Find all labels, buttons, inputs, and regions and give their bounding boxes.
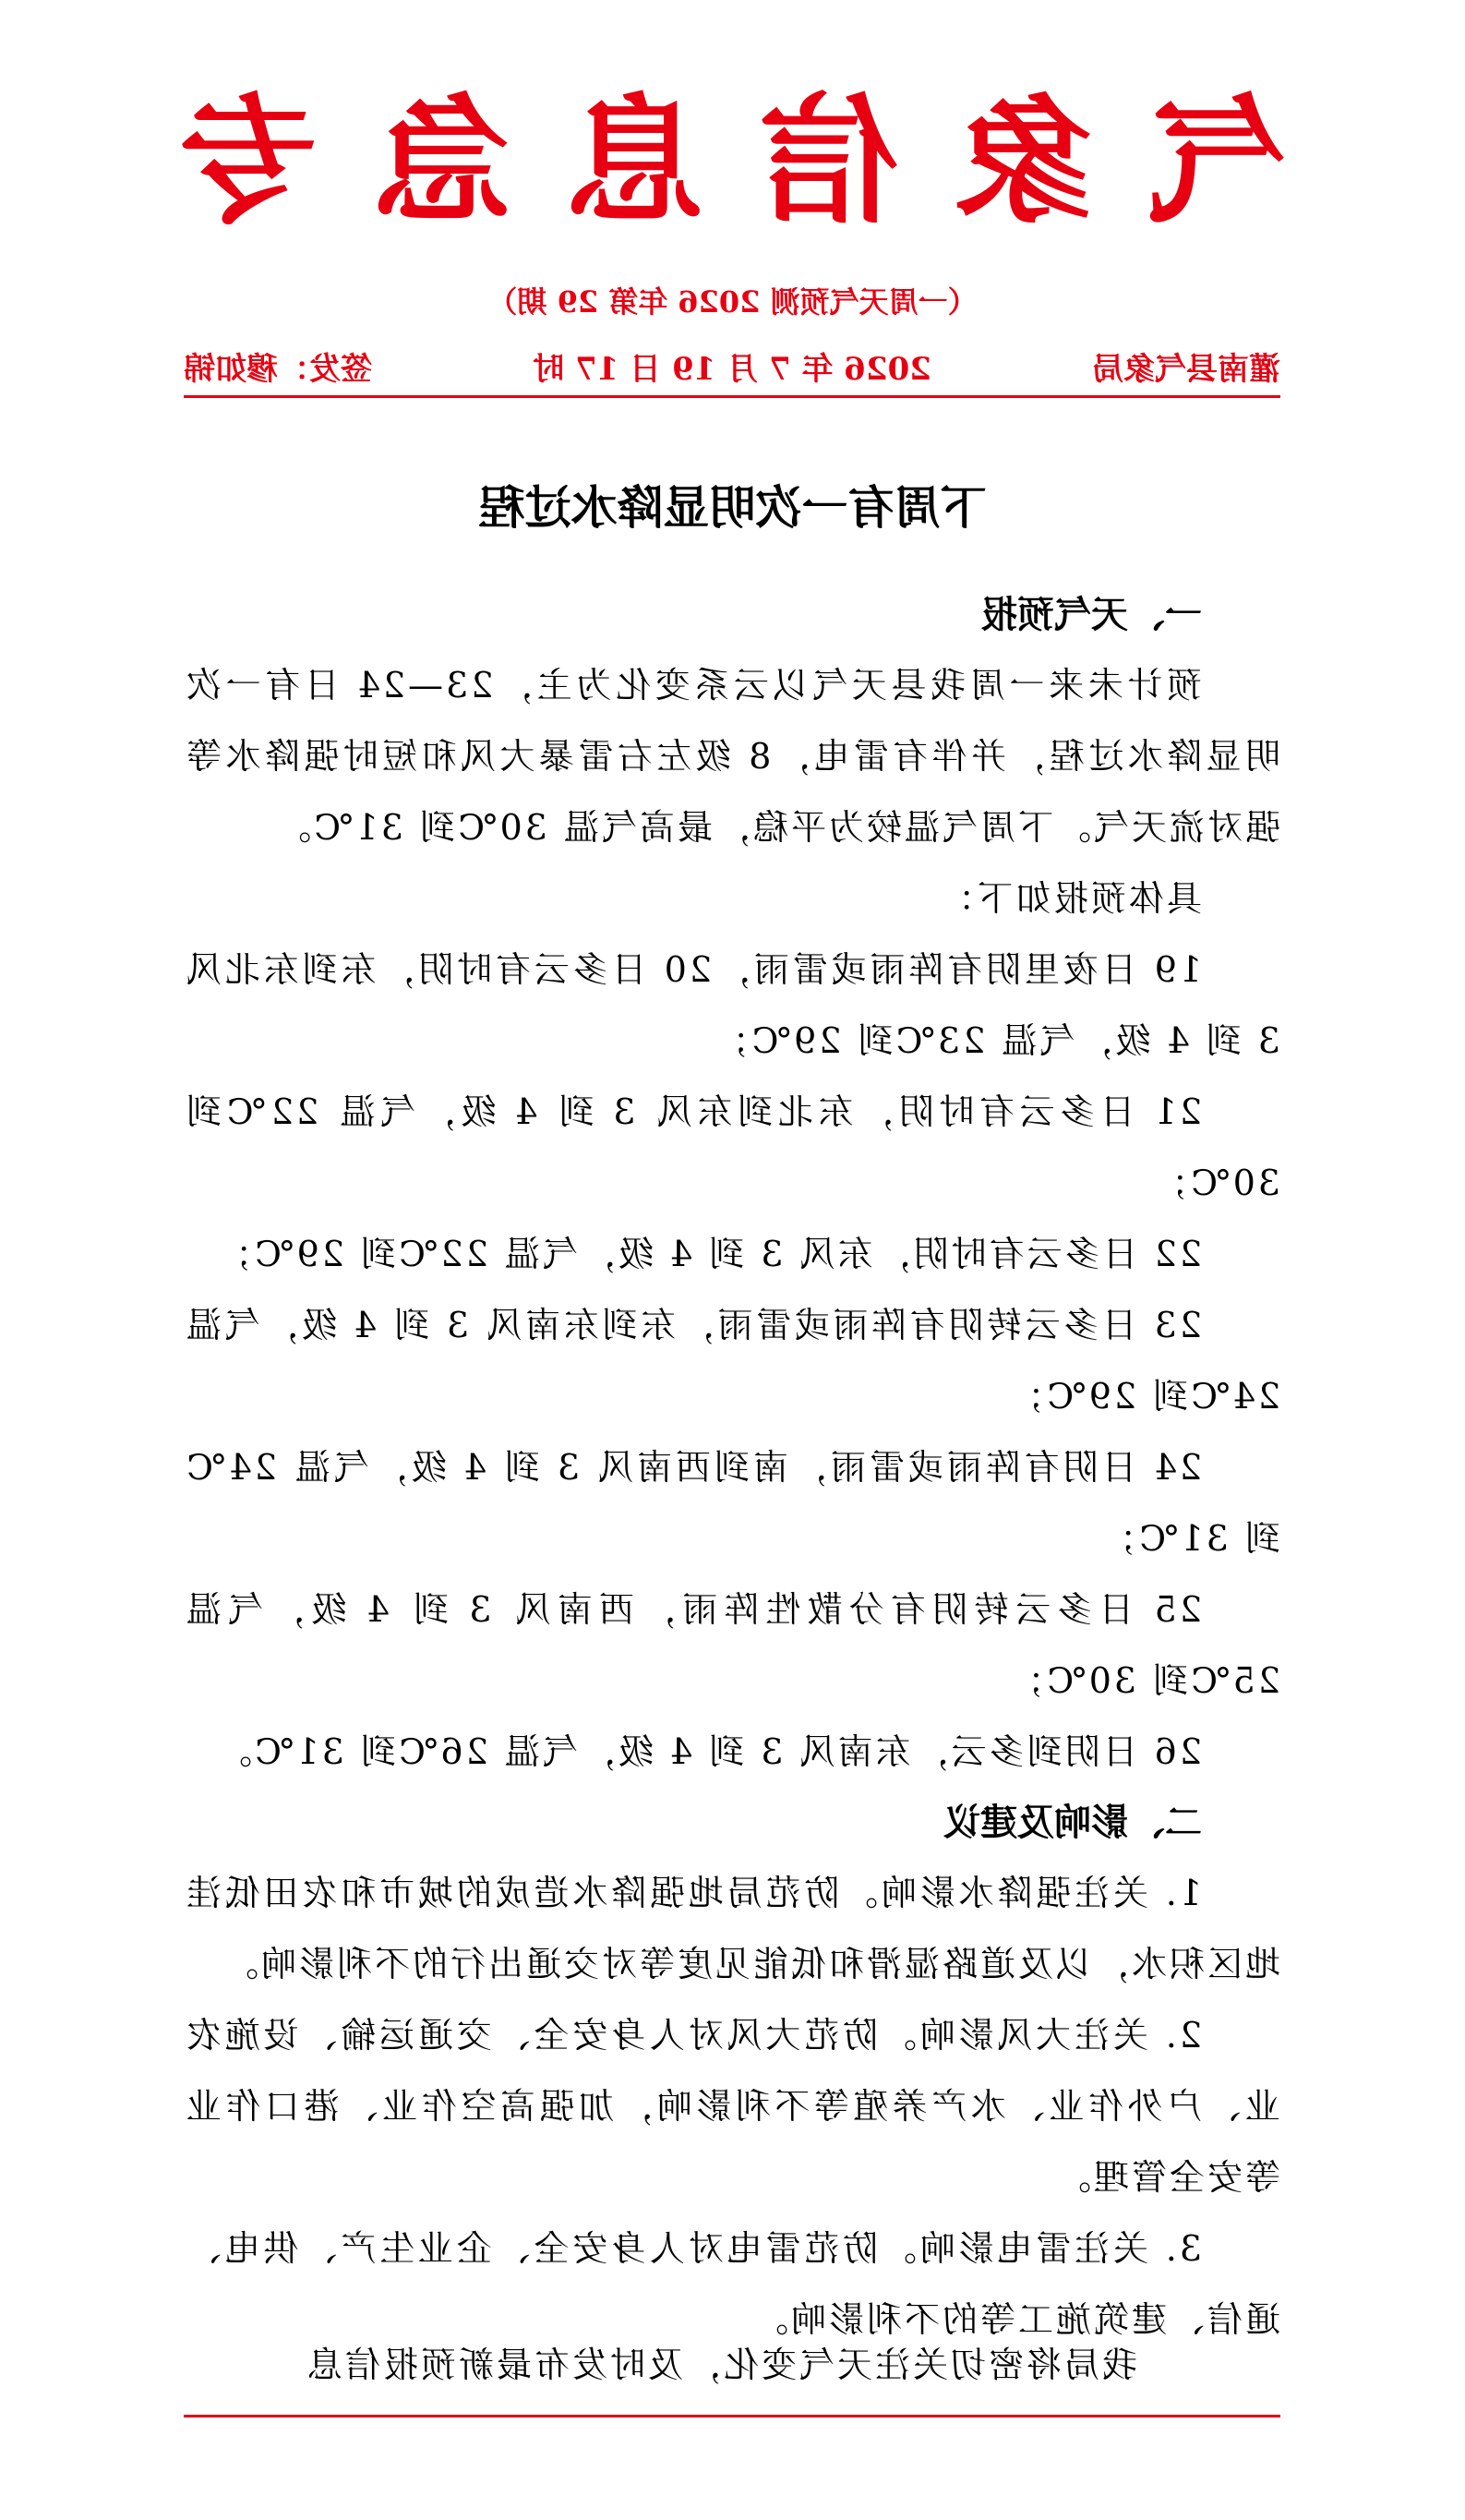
paragraph: 1. 关注强降水影响。防范局地强降水造成的城市和农田低洼地区积水，以及道路湿滑和低能见度等对交通出行的不利影响。: [184, 1873, 1280, 1984]
issue-line: （一周天气预测 2026 年第 29 期）: [487, 284, 978, 320]
issuer: 灌南县气象局: [1092, 351, 1280, 388]
header-rule: [184, 395, 1280, 398]
paragraph: 25 日多云转阴有分散性阵雨，西南风 3 到 4 级，气温 25℃到 30℃；: [184, 1589, 1280, 1701]
section-heading-forecast: 一、天气预报: [980, 593, 1202, 636]
paragraph: 21 日多云有时阴，东北到东风 3 到 4 级，气温 22℃到 30℃；: [184, 1091, 1280, 1203]
paragraph: 23 日多云转阴有阵雨或雷雨，东到东南风 3 到 4 级，气温 24℃到 29℃；: [184, 1305, 1280, 1417]
paragraph: 26 日阴到多云，东南风 3 到 4 级，气温 26℃到 31℃。: [214, 1731, 1202, 1772]
signer: 签发：穆如锦: [184, 351, 372, 388]
paragraph: 19 日夜里阴有阵雨或雷雨，20 日多云有时阴，东到东北风 3 到 4 级，气温 23℃到 29℃；: [184, 949, 1280, 1061]
paragraph: 2. 关注大风影响。防范大风对人身安全、交通运输、设施农业、户外作业、水产养殖等不利影响，加强高空作业、港口作业等安全管理。: [184, 2015, 1280, 2198]
paragraph: 预计未来一周我县天气以云系变化为主，23—24 日有一次明显降水过程，并伴有雷电，8 级左右雷暴大风和短时强降水等强对流天气。下周气温较为平稳，最高气温 30℃到 31℃。: [184, 665, 1280, 848]
meta-row: [184, 344, 1280, 389]
footer-rule: [184, 2415, 1280, 2418]
issue-datetime: 2026 年 7 月 19 日 17 时: [533, 351, 931, 388]
masthead-title: 气象信息急专: [123, 80, 1287, 243]
document-title: 下周有一次明显降水过程: [478, 480, 987, 535]
paragraph: 3. 关注雷电影响。防范雷电对人身安全、企业生产、供电、通信、建筑施工等的不利影响。: [184, 2228, 1280, 2340]
document-body: [184, 580, 1280, 2356]
closing-statement: 我局将密切关注天气变化，及时发布最新预报信息: [304, 2345, 1137, 2385]
paragraph: 24 日阴有阵雨或雷雨，南到西南风 3 到 4 级，气温 24℃到 31℃；: [184, 1447, 1280, 1559]
section-heading-impact: 二、影响及建议: [943, 1801, 1202, 1844]
paragraph: 具体预报如下：: [936, 878, 1202, 919]
paragraph: 22 日多云有时阴，东风 3 到 4 级，气温 22℃到 29℃；: [214, 1234, 1202, 1274]
